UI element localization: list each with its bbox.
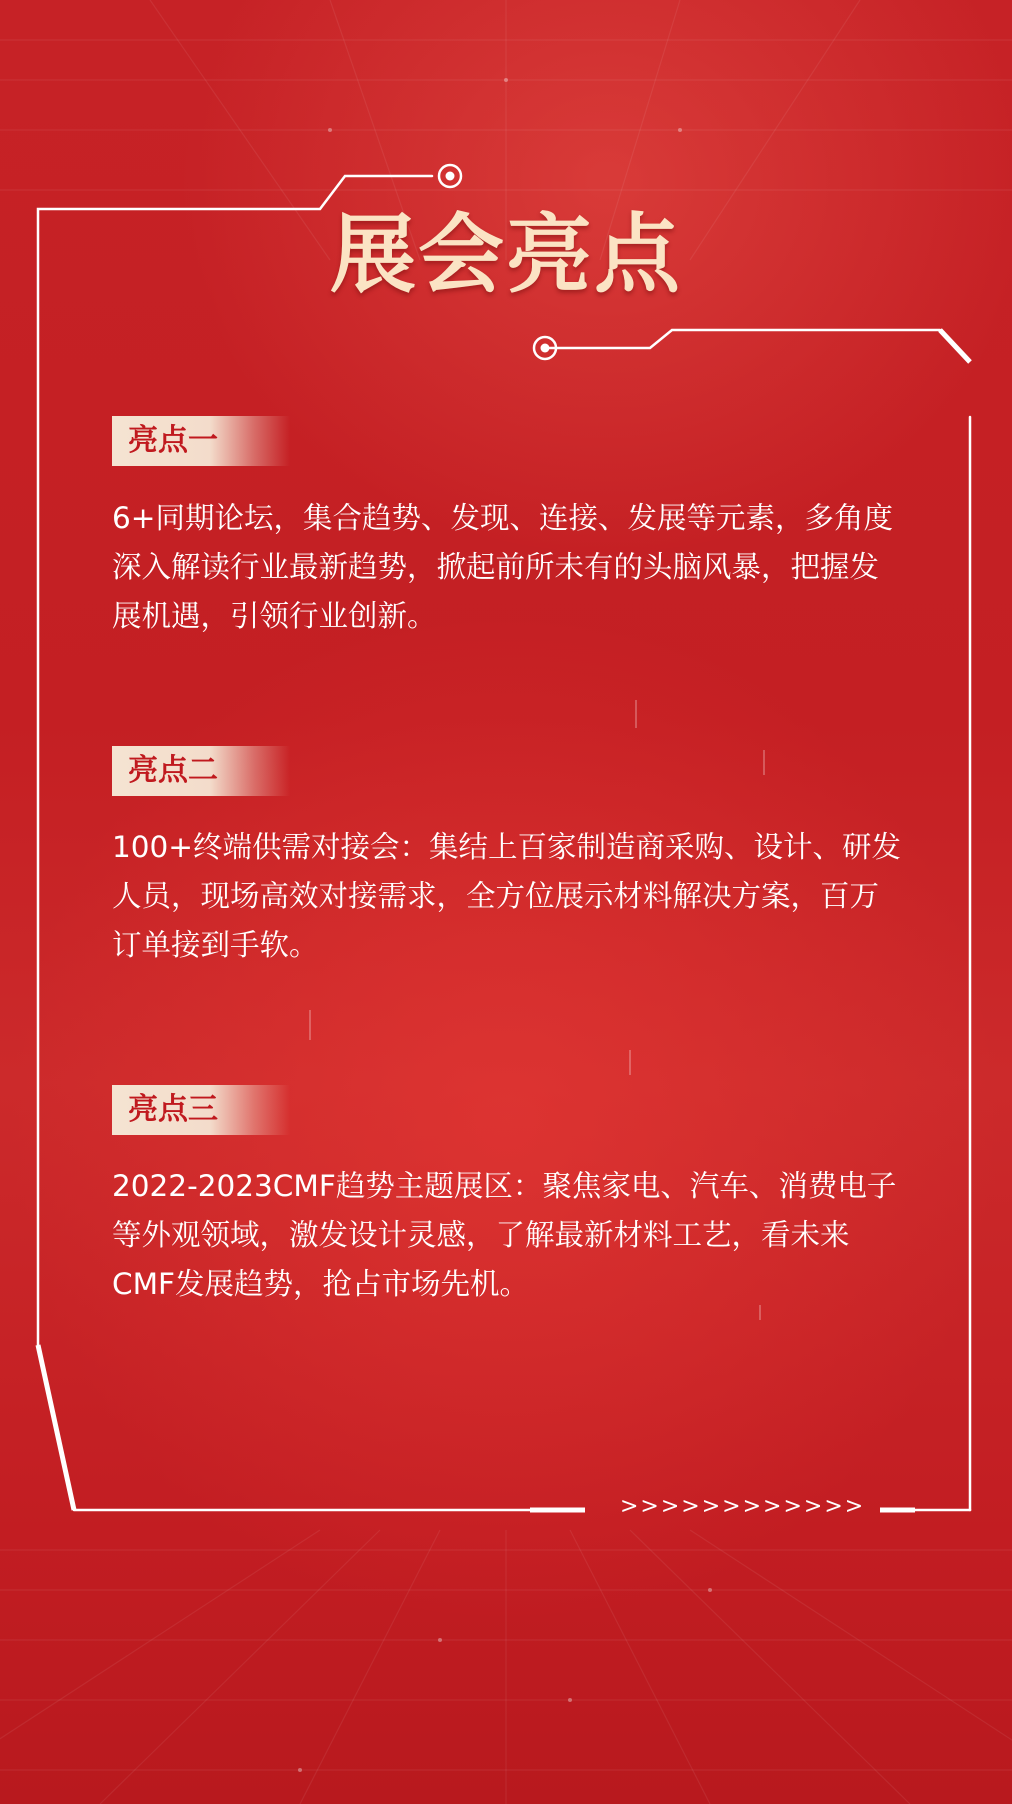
section-3-label: 亮点三 <box>112 1085 290 1135</box>
section-2-text: 100+终端供需对接会：集结上百家制造商采购、设计、研发人员，现场高效对接需求，全方位展示材料解决方案，百万订单接到手软。 <box>112 830 902 962</box>
chevron-arrows-decoration: >>>>>>>>>>>> <box>620 1494 866 1519</box>
section-3-text: 2022-2023CMF趋势主题展区：聚焦家电、汽车、消费电子等外观领域，激发设计灵感，了解最新材料工艺，看未来CMF发展趋势，抢占市场先机。 <box>112 1169 897 1301</box>
section-1-text: 6+同期论坛，集合趋势、发现、连接、发展等元素，多角度深入解读行业最新趋势，掀起前所未有的头脑风暴，把握发展机遇，引领行业创新。 <box>112 501 893 633</box>
page-title: 展会亮点 <box>330 205 682 305</box>
section-2-label: 亮点二 <box>112 746 290 796</box>
connector-circle-top <box>439 165 461 187</box>
section-1-label: 亮点一 <box>112 416 290 466</box>
